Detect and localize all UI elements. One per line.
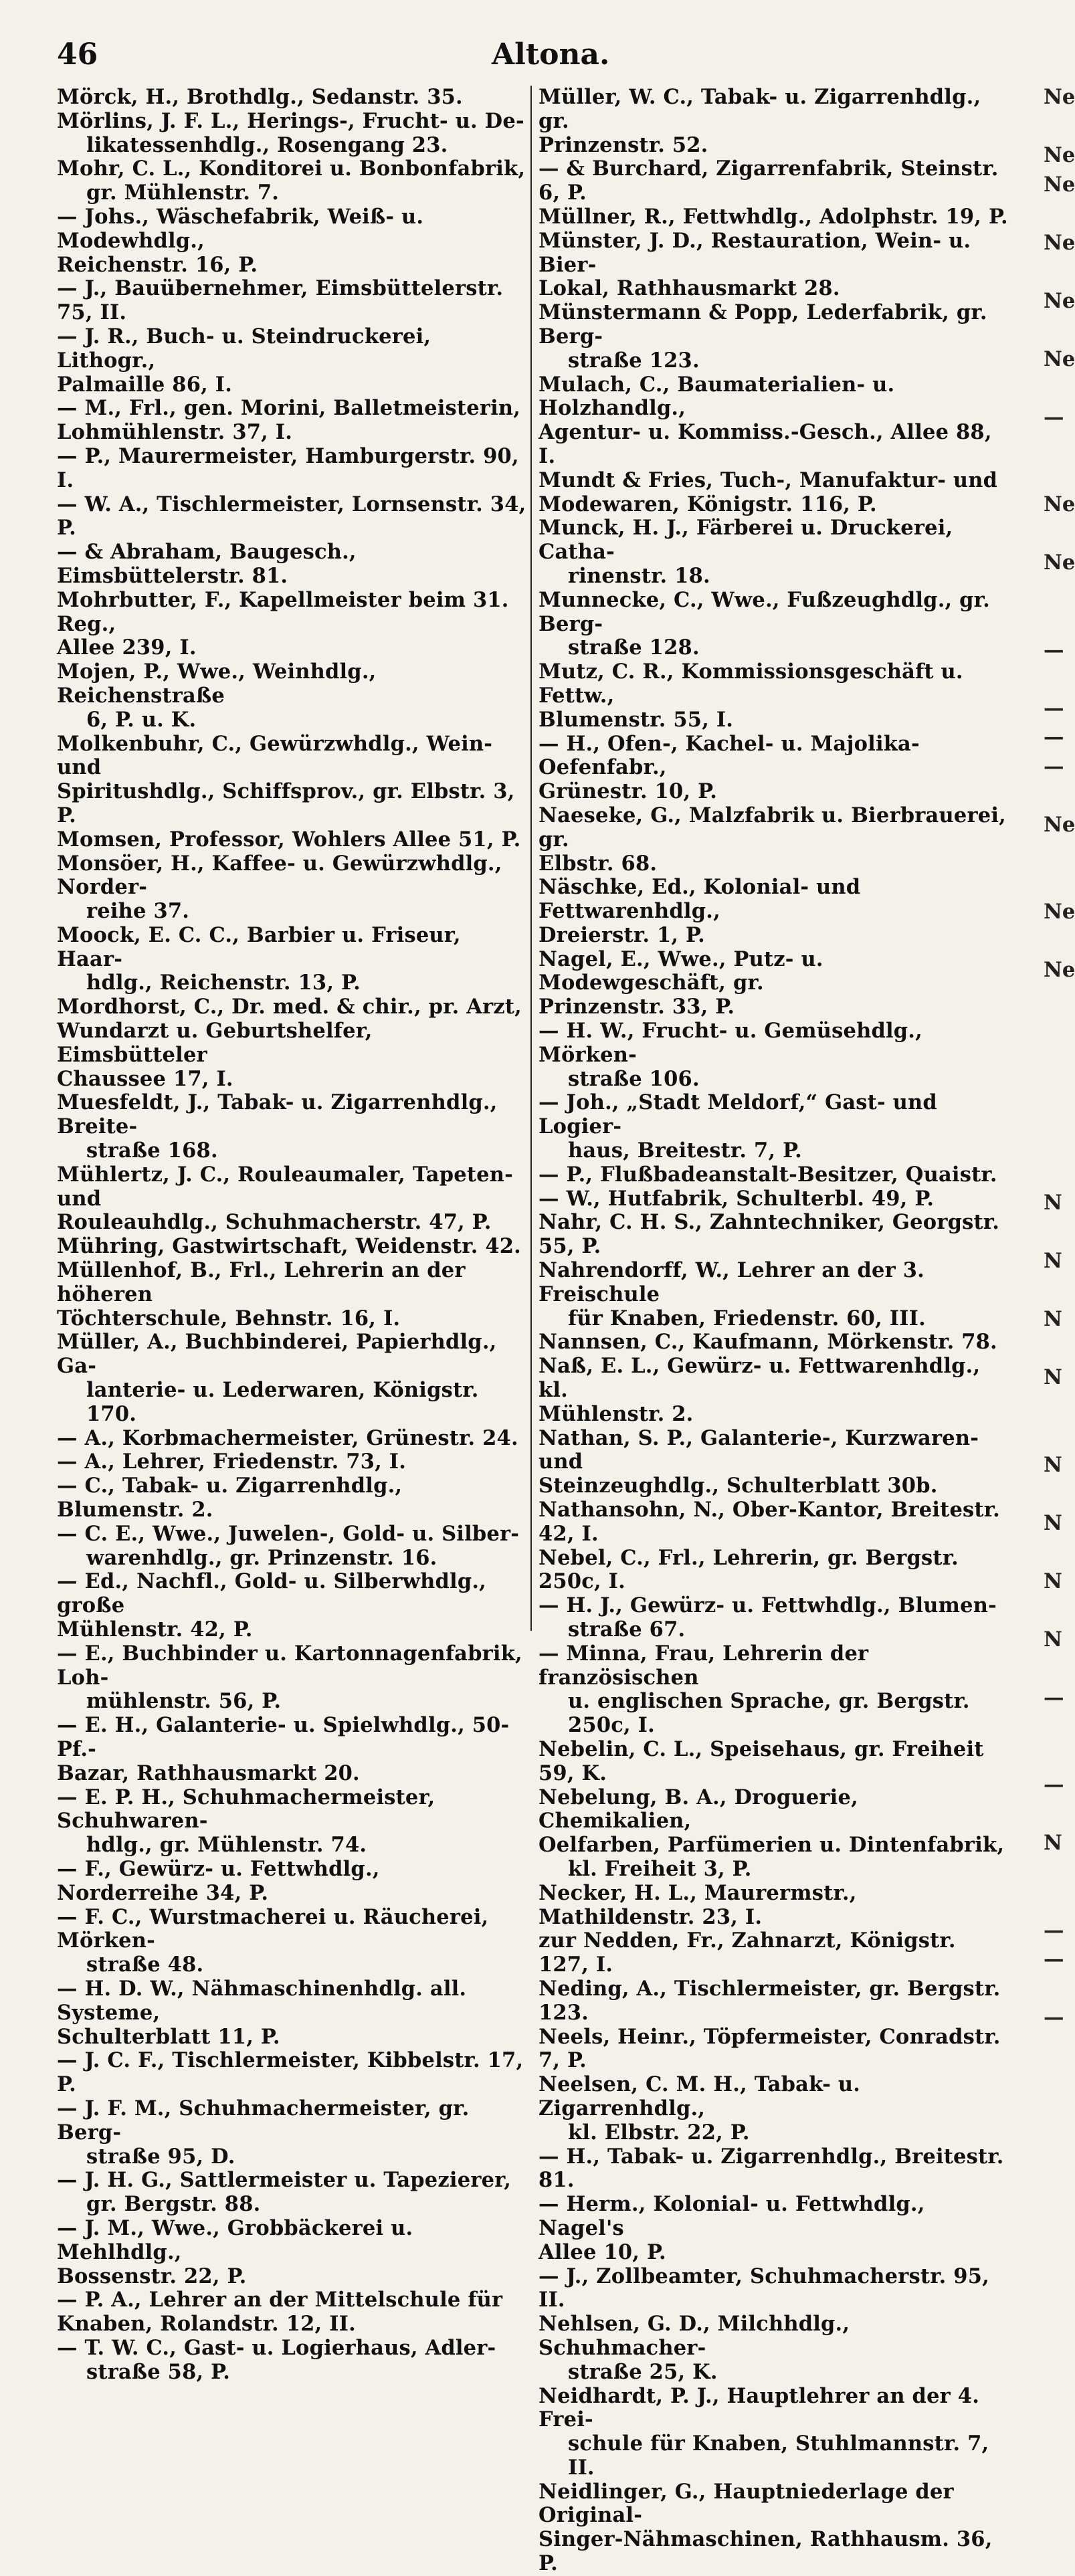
- directory-line: — C., Tabak- u. Zigarrenhdlg., Blumenstr. 2.: [57, 1474, 403, 1522]
- directory-line: Nebelin, C. L., Speisehaus, gr. Freiheit 59, K.: [539, 1737, 984, 1785]
- directory-line: — H. W., Frucht- u. Gemüsehdlg., Mörken-: [539, 1019, 922, 1067]
- directory-line: [1044, 668, 1070, 697]
- directory-line: [1044, 1541, 1070, 1570]
- directory-line: [1044, 318, 1070, 348]
- directory-line: Nagel, E., Wwe., Putz- u. Modewgeschäft, gr.: [539, 947, 823, 995]
- directory-line: rinenstr. 18.: [568, 563, 710, 588]
- directory-line: — M., Frl., gen. Morini, Balletmeisterin,: [57, 396, 521, 421]
- directory-line: Müllenhof, B., Frl., Lehrerin an der höheren: [57, 1258, 466, 1306]
- directory-line: gr. Mühlenstr. 7.: [86, 181, 280, 205]
- directory-line: straße 95, D.: [86, 2144, 235, 2169]
- directory-line: [1044, 1861, 1070, 1890]
- directory-line: Neels, Heinr., Töpfermeister, Conradstr. 7, P.: [539, 2024, 1001, 2073]
- directory-line: Nathan, S. P., Galanterie-, Kurzwaren- und: [539, 1425, 979, 1474]
- directory-line: — & Burchard, Zigarrenfabrik, Steinstr. 6, P.: [539, 157, 999, 205]
- directory-line: u. englischen Sprache, gr. Bergstr. 250c, I.: [568, 1689, 970, 1738]
- directory-line: Allee 10, P.: [539, 2240, 666, 2264]
- directory-line: — P., Flußbadeanstalt-Besitzer, Quaistr.: [539, 1162, 997, 1187]
- directory-line: Munnecke, C., Wwe., Fußzeughdlg., gr. Berg-: [539, 587, 990, 636]
- directory-line: straße 123.: [568, 348, 700, 373]
- directory-line: Agentur- u. Kommiss.-Gesch., Allee 88, I.: [539, 420, 992, 468]
- directory-line: [1044, 1075, 1070, 1104]
- directory-line: Nebelung, B. A., Droguerie, Chemikalien,: [539, 1785, 858, 1834]
- directory-line: Neidlinger, G., Hauptniederlage der Original-: [539, 2479, 954, 2528]
- directory-line: [1044, 115, 1070, 144]
- directory-line: Ne: [1044, 288, 1075, 313]
- directory-line: [1044, 1337, 1070, 1367]
- directory-line: haus, Breitestr. 7, P.: [568, 1138, 802, 1163]
- directory-line: N: [1044, 1627, 1062, 1652]
- directory-line: [1044, 1046, 1070, 1076]
- directory-line: Bossenstr. 22, P.: [57, 2264, 247, 2288]
- directory-line: schule für Knaben, Stuhlmannstr. 7, II.: [568, 2432, 989, 2480]
- directory-line: hdlg., Reichenstr. 13, P.: [86, 971, 361, 995]
- directory-line: [1044, 1715, 1070, 1745]
- directory-line: warenhdlg., gr. Prinzenstr. 16.: [86, 1545, 437, 1570]
- directory-line: Töchterschule, Behnstr. 16, I.: [57, 1306, 401, 1330]
- directory-line: Nahr, C. H. S., Zahntechniker, Georgstr. 55, P.: [539, 1210, 1000, 1259]
- directory-line: likatessenhdlg., Rosengang 23.: [86, 132, 448, 157]
- directory-line: Singer-Nähmaschinen, Rathhausm. 36, P.: [539, 2527, 993, 2576]
- directory-line: — H., Ofen-, Kachel- u. Majolika-Oefenfabr.,: [539, 731, 920, 780]
- directory-line: —: [1044, 2005, 1064, 2029]
- directory-line: straße 67.: [568, 1617, 686, 1642]
- directory-line: — W. A., Tischlermeister, Lornsenstr. 34, P.: [57, 492, 526, 540]
- directory-line: straße 128.: [568, 635, 700, 660]
- directory-line: [1044, 872, 1070, 901]
- directory-line: —: [1044, 725, 1064, 749]
- directory-line: Steinzeughdlg., Schulterblatt 30b.: [539, 1474, 938, 1498]
- directory-line: Nathansohn, N., Ober-Kantor, Breitestr. 42, I.: [539, 1498, 1000, 1546]
- directory-line: — F., Gewürz- u. Fettwhdlg., Norderreihe 34, P.: [57, 1856, 380, 1905]
- directory-line: Ne: [1044, 551, 1075, 575]
- directory-line: — J. M., Wwe., Grobbäckerei u. Mehlhdlg.,: [57, 2215, 413, 2264]
- directory-line: [1044, 1482, 1070, 1512]
- directory-line: —: [1044, 754, 1064, 779]
- directory-line: — J., Zollbeamter, Schuhmacherstr. 95, II.: [539, 2264, 989, 2312]
- directory-line: — J. F. M., Schuhmachermeister, gr. Berg-: [57, 2096, 470, 2145]
- directory-line: Bazar, Rathhausmarkt 20.: [57, 1761, 360, 1785]
- directory-line: Molkenbuhr, C., Gewürzwhdlg., Wein- und: [57, 731, 493, 780]
- directory-line: mühlenstr. 56, P.: [86, 1689, 282, 1714]
- directory-line: [1044, 1657, 1070, 1686]
- directory-line: [1044, 1104, 1070, 1134]
- directory-line: [1044, 1803, 1070, 1832]
- directory-line: —: [1044, 405, 1064, 429]
- directory-line: [1044, 377, 1070, 406]
- directory-line: Nahrendorff, W., Lehrer an der 3. Freischule: [539, 1258, 924, 1306]
- directory-line: [1044, 1395, 1070, 1425]
- directory-line: Näschke, Ed., Kolonial- und Fettwarenhdlg.,: [539, 875, 861, 924]
- directory-line: — Minna, Frau, Lehrerin der französischen: [539, 1641, 869, 1690]
- directory-line: [1044, 1279, 1070, 1308]
- directory-line: [1044, 435, 1070, 464]
- directory-line: Ne: [1044, 230, 1075, 255]
- directory-line: [1044, 1745, 1070, 1774]
- directory-line: — J. R., Buch- u. Steindruckerei, Lithogr.,: [57, 324, 431, 373]
- directory-line: N: [1044, 1365, 1062, 1389]
- directory-line: Schulterblatt 11, P.: [57, 2024, 280, 2049]
- directory-line: Naß, E. L., Gewürz- u. Fettwarenhdlg., kl.: [539, 1354, 981, 1403]
- directory-line: — H. D. W., Nähmaschinenhdlg. all. Systeme,: [57, 1976, 467, 2025]
- directory-line: Nebel, C., Frl., Lehrerin, gr. Bergstr. 250c, I.: [539, 1545, 959, 1594]
- directory-line: Mörck, H., Brothdlg., Sedanstr. 35.: [57, 85, 463, 109]
- directory-line: Reichenstr. 16, P.: [57, 252, 258, 277]
- directory-line: [1044, 1221, 1070, 1250]
- directory-line: Neidhardt, P. J., Hauptlehrer an der 4. Frei-: [539, 2383, 980, 2432]
- directory-line: N: [1044, 1569, 1062, 1593]
- directory-line: Mundt & Fries, Tuch-, Manufaktur- und: [539, 468, 998, 492]
- directory-line: Naeseke, G., Malzfabrik u. Bierbrauerei, gr.: [539, 803, 1006, 852]
- directory-line: Prinzenstr. 52.: [539, 132, 708, 157]
- directory-line: Mordhorst, C., Dr. med. & chir., pr. Arzt,: [57, 995, 522, 1019]
- directory-line: straße 168.: [86, 1138, 218, 1163]
- directory-line: — Ed., Nachfl., Gold- u. Silberwhdlg., große: [57, 1569, 486, 1618]
- directory-line: straße 58, P.: [86, 2359, 231, 2384]
- directory-line: Müller, A., Buchbinderei, Papierhdlg., Ga-: [57, 1330, 497, 1379]
- directory-line: N: [1044, 1307, 1062, 1331]
- directory-line: Müller, W. C., Tabak- u. Zigarrenhdlg., gr.: [539, 85, 981, 133]
- directory-line: Mühlenstr. 42, P.: [57, 1617, 253, 1642]
- directory-line: Mühring, Gastwirtschaft, Weidenstr. 42.: [57, 1234, 521, 1259]
- page-header: [57, 37, 1007, 84]
- directory-line: [1044, 1977, 1070, 2007]
- directory-line: — J. H. G., Sattlermeister u. Tapezierer,: [57, 2168, 512, 2193]
- directory-line: Lohmühlenstr. 37, I.: [57, 420, 293, 445]
- directory-line: Moock, E. C. C., Barbier u. Friseur, Haar-: [57, 922, 461, 971]
- directory-line: [1044, 1599, 1070, 1628]
- directory-line: Necker, H. L., Maurermstr., Mathildenstr. 23, I.: [539, 1880, 857, 1929]
- directory-line: reihe 37.: [86, 899, 190, 924]
- directory-line: [1044, 202, 1070, 231]
- directory-line: — J. C. F., Tischlermeister, Kibbelstr. 17, P.: [57, 2048, 524, 2097]
- directory-line: N: [1044, 1831, 1062, 1855]
- directory-line: Mohrbutter, F., Kapellmeister beim 31. Reg.,: [57, 587, 509, 636]
- directory-line: lanterie- u. Lederwaren, Königstr. 170.: [86, 1378, 479, 1426]
- directory-line: — H. J., Gewürz- u. Fettwhdlg., Blumen-: [539, 1593, 997, 1618]
- directory-line: Elbstr. 68.: [539, 851, 658, 876]
- directory-line: [1044, 930, 1070, 959]
- directory-line: kl. Elbstr. 22, P.: [568, 2120, 750, 2145]
- directory-line: N: [1044, 1510, 1062, 1535]
- directory-line: N: [1044, 1249, 1062, 1273]
- directory-line: Ne: [1044, 900, 1075, 924]
- directory-line: Ne: [1044, 143, 1075, 167]
- directory-line: Allee 239, I.: [57, 635, 197, 660]
- directory-line: Grünestr. 10, P.: [539, 779, 718, 804]
- directory-line: —: [1044, 1773, 1064, 1797]
- directory-line: zur Nedden, Fr., Zahnarzt, Königstr. 127, I.: [539, 1928, 956, 1977]
- directory-line: [1044, 988, 1070, 1017]
- directory-line: Ne: [1044, 812, 1075, 837]
- directory-line: —: [1044, 1918, 1064, 1943]
- directory-line: Palmaille 86, I.: [57, 372, 233, 397]
- directory-line: Modewaren, Königstr. 116, P.: [539, 492, 877, 516]
- directory-line: [1044, 260, 1070, 290]
- directory-line: — Herm., Kolonial- u. Fettwhdlg., Nagel's: [539, 2192, 925, 2240]
- directory-line: Mojen, P., Wwe., Weinhdlg., Reichenstraße: [57, 660, 377, 708]
- directory-line: Momsen, Professor, Wohlers Allee 51, P.: [57, 827, 521, 852]
- directory-line: [1044, 1424, 1070, 1454]
- running-title: Altona.: [492, 37, 610, 72]
- directory-line: Oelfarben, Parfümerien u. Dintenfabrik,: [539, 1833, 1005, 1858]
- directory-line: Münstermann & Popp, Lederfabrik, gr. Berg-: [539, 300, 987, 349]
- directory-line: kl. Freiheit 3, P.: [568, 1856, 752, 1881]
- directory-line: Mohr, C. L., Konditorei u. Bonbonfabrik,: [57, 157, 526, 181]
- directory-line: [1044, 1163, 1070, 1192]
- directory-line: [1044, 784, 1070, 813]
- directory-line: Mühlenstr. 2.: [539, 1401, 694, 1426]
- directory-line: — J., Bauübernehmer, Eimsbüttelerstr. 75, II.: [57, 276, 504, 325]
- directory-line: Ne: [1044, 346, 1075, 371]
- directory-line: Mühlertz, J. C., Rouleaumaler, Tapeten- und: [57, 1162, 514, 1211]
- directory-line: Muesfeldt, J., Tabak- u. Zigarrenhdlg., Breite-: [57, 1090, 498, 1139]
- directory-line: — Johs., Wäschefabrik, Weiß- u. Modewhdlg.,: [57, 204, 424, 253]
- directory-line: Neding, A., Tischlermeister, gr. Bergstr. 123.: [539, 1976, 1001, 2025]
- page-number: 46: [57, 37, 98, 72]
- directory-line: — T. W. C., Gast- u. Logierhaus, Adler-: [57, 2335, 496, 2360]
- directory-line: — E. P. H., Schuhmachermeister, Schuhwaren-: [57, 1785, 435, 1834]
- directory-line: hdlg., gr. Mühlenstr. 74.: [86, 1833, 367, 1858]
- directory-line: — C. E., Wwe., Juwelen-, Gold- u. Silber-: [57, 1521, 520, 1546]
- directory-line: gr. Bergstr. 88.: [86, 2192, 261, 2217]
- directory-line: Lokal, Rathhausmarkt 28.: [539, 276, 840, 301]
- directory-line: N: [1044, 1191, 1062, 1215]
- directory-line: [1044, 842, 1070, 872]
- directory-line: Ne: [1044, 958, 1075, 982]
- directory-line: Chaussee 17, I.: [57, 1066, 233, 1091]
- directory-line: Nannsen, C., Kaufmann, Mörkenstr. 78.: [539, 1330, 997, 1355]
- left-column: [57, 86, 528, 2385]
- next-page-edge: [1044, 85, 1075, 2036]
- directory-line: — A., Lehrer, Friedenstr. 73, I.: [57, 1450, 407, 1474]
- directory-line: — P. A., Lehrer an der Mittelschule für: [57, 2288, 503, 2312]
- directory-line: Prinzenstr. 33, P.: [539, 995, 735, 1019]
- directory-line: Wundarzt u. Geburtshelfer, Eimsbütteler: [57, 1019, 373, 1067]
- directory-line: — W., Hutfabrik, Schulterbl. 49, P.: [539, 1186, 935, 1211]
- directory-line: — Joh., „Stadt Meldorf,“ Gast- und Logier-: [539, 1090, 937, 1139]
- directory-line: Mutz, C. R., Kommissionsgeschäft u. Fettw.,: [539, 660, 963, 708]
- directory-line: 6, P. u. K.: [86, 707, 197, 732]
- directory-line: [1044, 581, 1070, 610]
- directory-line: Monsöer, H., Kaffee- u. Gewürzwhdlg., Norder-: [57, 851, 502, 900]
- directory-line: Ne: [1044, 172, 1075, 197]
- directory-line: —: [1044, 696, 1064, 720]
- directory-line: Spiritushdlg., Schiffsprov., gr. Elbstr. 3, P.: [57, 779, 515, 827]
- directory-line: Müllner, R., Fettwhdlg., Adolphstr. 19, P.: [539, 204, 1008, 229]
- directory-line: für Knaben, Friedenstr. 60, III.: [568, 1306, 926, 1330]
- directory-line: Blumenstr. 55, I.: [539, 707, 734, 732]
- directory-line: Mulach, C., Baumaterialien- u. Holzhandlg.,: [539, 372, 895, 421]
- directory-line: [1044, 609, 1070, 639]
- column-divider: [530, 86, 532, 1631]
- directory-line: — E. H., Galanterie- u. Spielwhdlg., 50-Pf.-: [57, 1713, 510, 1761]
- directory-line: [1044, 522, 1070, 552]
- directory-line: —: [1044, 637, 1064, 662]
- directory-line: Munck, H. J., Färberei u. Druckerei, Catha-: [539, 516, 953, 565]
- directory-line: [1044, 464, 1070, 494]
- directory-line: Dreierstr. 1, P.: [539, 922, 705, 947]
- directory-line: Nehlsen, G. D., Milchhdlg., Schuhmacher-: [539, 2312, 850, 2360]
- directory-line: — A., Korbmachermeister, Grünestr. 24.: [57, 1425, 518, 1450]
- directory-line: straße 106.: [568, 1066, 700, 1091]
- directory-line: Knaben, Rolandstr. 12, II.: [57, 2312, 356, 2337]
- directory-line: — E., Buchbinder u. Kartonnagenfabrik, Loh-: [57, 1641, 522, 1690]
- directory-line: Rouleauhdlg., Schuhmacherstr. 47, P.: [57, 1210, 492, 1235]
- directory-line: [1044, 1017, 1070, 1046]
- directory-line: N: [1044, 1452, 1062, 1477]
- directory-line: —: [1044, 1685, 1064, 1710]
- directory-line: — H., Tabak- u. Zigarrenhdlg., Breitestr. 81.: [539, 2144, 1004, 2193]
- directory-line: — & Abraham, Baugesch., Eimsbüttelerstr. 81.: [57, 540, 357, 588]
- directory-line: Neelsen, C. M. H., Tabak- u. Zigarrenhdlg.,: [539, 2072, 861, 2120]
- directory-line: Ne: [1044, 85, 1075, 109]
- right-column: [539, 86, 1010, 2576]
- directory-line: Mörlins, J. F. L., Herings-, Frucht- u. De-: [57, 108, 524, 133]
- directory-line: —: [1044, 1947, 1064, 1971]
- directory-line: straße 48.: [86, 1953, 204, 1977]
- directory-line: [1044, 1133, 1070, 1163]
- directory-line: straße 25, K.: [568, 2359, 718, 2384]
- directory-line: Ne: [1044, 492, 1075, 516]
- directory-line: [1044, 1890, 1070, 1919]
- directory-line: — P., Maurermeister, Hamburgerstr. 90, I.: [57, 443, 519, 492]
- directory-line: — F. C., Wurstmacherei u. Räucherei, Mörken-: [57, 1904, 489, 1953]
- directory-line: Münster, J. D., Restauration, Wein- u. Bier-: [539, 228, 971, 277]
